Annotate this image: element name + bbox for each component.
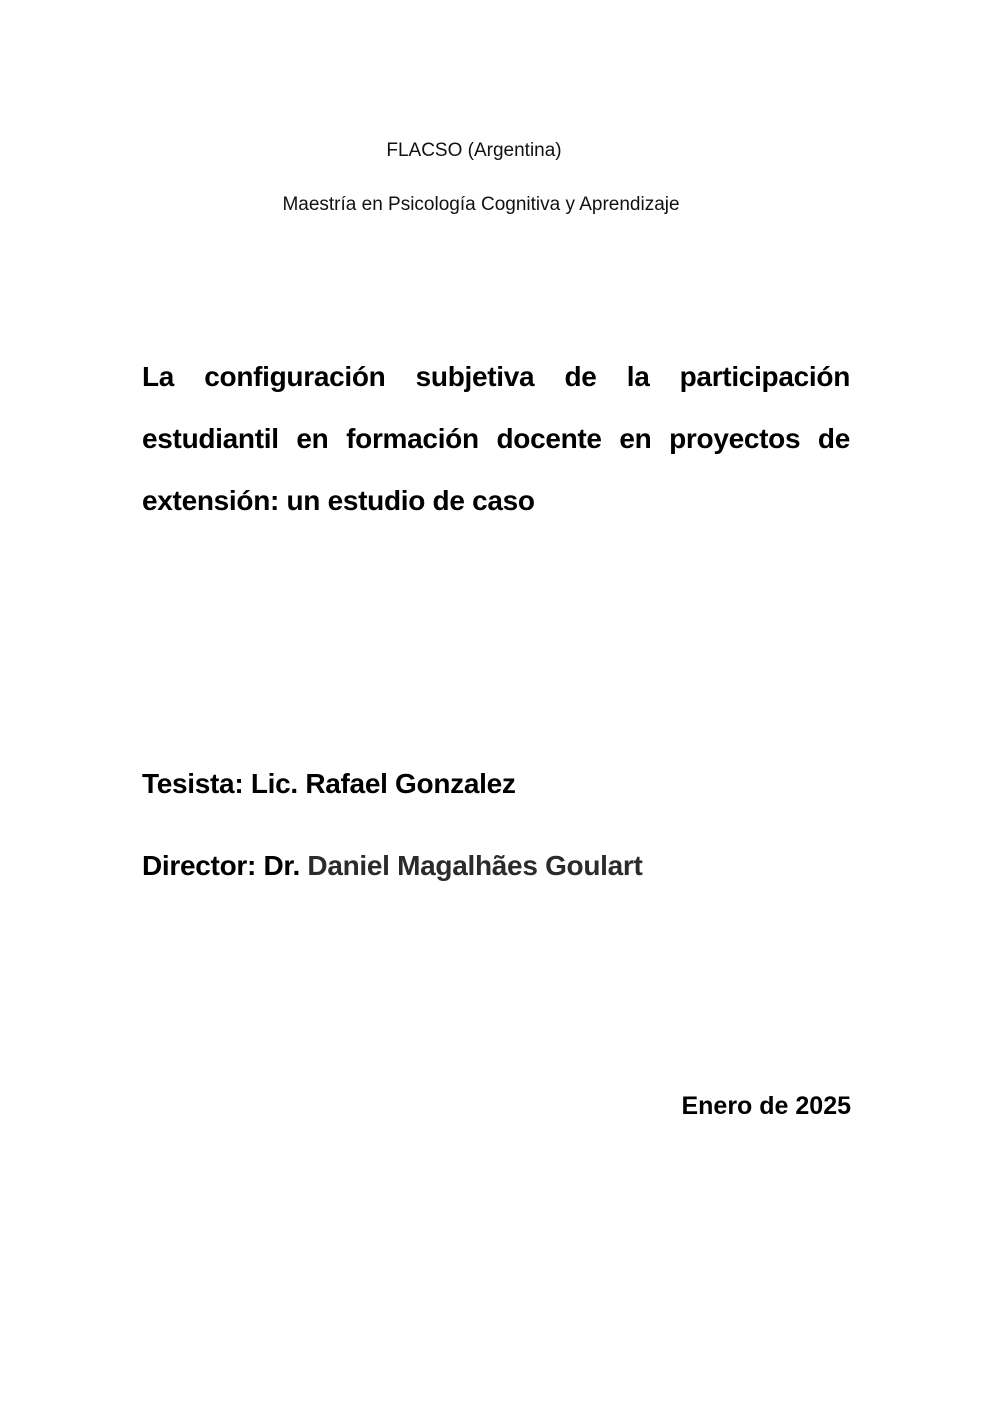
thesis-title-line-2: estudiantil en formación docente en proyectos de xyxy=(142,423,850,454)
program-name: Maestría en Psicología Cognitiva y Aprendizaje xyxy=(282,194,680,215)
director-line xyxy=(142,846,643,886)
institution-name: FLACSO (Argentina) xyxy=(386,140,562,161)
submission-date: Enero de 2025 xyxy=(681,1092,851,1120)
thesis-title-line-3: extensión: un estudio de caso xyxy=(142,485,535,516)
thesis-title xyxy=(142,346,850,532)
director-label: Director: Dr. xyxy=(142,850,300,881)
author-line: Tesista: Lic. Rafael Gonzalez xyxy=(142,768,516,799)
director-name: Daniel Magalhães Goulart xyxy=(307,850,643,881)
thesis-title-line-1: La configuración subjetiva de la participación xyxy=(142,361,850,392)
